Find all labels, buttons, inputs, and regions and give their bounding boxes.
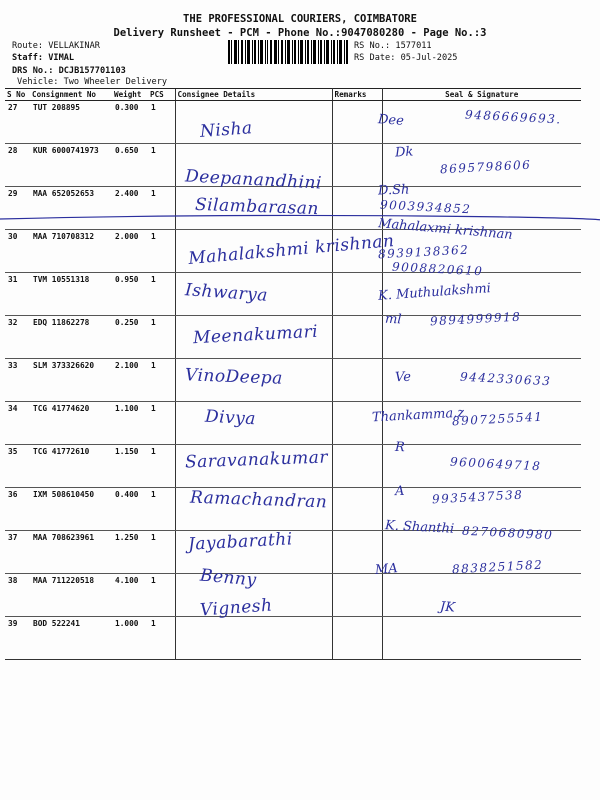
handwritten-signature: K. Shanthi	[384, 518, 455, 537]
route-label: Route: VELLAKINAR	[12, 41, 100, 51]
table-row	[5, 402, 581, 445]
drs-label: DRS No.: DCJB157701103	[12, 66, 126, 76]
row-pcs: 1	[148, 273, 175, 316]
row-pcs: 1	[148, 531, 175, 574]
row-remarks-cell	[332, 230, 382, 273]
handwritten-consignee-name: Benny	[199, 565, 258, 591]
handwritten-phone-number: 8939138362	[377, 242, 470, 262]
row-weight: 0.650	[112, 144, 148, 187]
header-remarks: Remarks	[332, 89, 382, 101]
table-row	[5, 617, 581, 660]
handwritten-phone-number: 9894999918	[429, 309, 522, 329]
row-weight: 2.000	[112, 230, 148, 273]
rs-no-label: RS No.: 1577011	[354, 41, 432, 51]
barcode-image	[228, 40, 348, 64]
row-pcs: 1	[148, 230, 175, 273]
row-seal-cell	[382, 101, 581, 144]
runsheet-table	[5, 88, 581, 660]
handwritten-signature: Dee	[377, 112, 405, 129]
row-consignment-no: SLM 373326620	[30, 359, 112, 402]
row-pcs: 1	[148, 316, 175, 359]
row-remarks-cell	[332, 316, 382, 359]
handwritten-signature: R	[394, 439, 406, 456]
row-sno: 30	[5, 230, 30, 273]
row-seal-cell	[382, 402, 581, 445]
handwritten-signature: MA	[374, 561, 399, 578]
header-weight: Weight	[112, 89, 148, 101]
handwritten-consignee-name: Deepanandhini	[184, 166, 323, 194]
row-sno: 32	[5, 316, 30, 359]
row-consignee-cell	[175, 445, 332, 488]
handwritten-signature: A	[394, 483, 405, 500]
row-remarks-cell	[332, 617, 382, 660]
row-weight: 0.400	[112, 488, 148, 531]
row-sno: 38	[5, 574, 30, 617]
row-pcs: 1	[148, 187, 175, 230]
table-row	[5, 488, 581, 531]
row-consignee-cell	[175, 402, 332, 445]
handwritten-consignee-name: Silambarasan	[194, 194, 320, 220]
row-seal-cell	[382, 617, 581, 660]
row-weight: 1.100	[112, 402, 148, 445]
row-consignee-cell	[175, 488, 332, 531]
row-sno: 37	[5, 531, 30, 574]
row-weight: 0.300	[112, 101, 148, 144]
row-sno: 39	[5, 617, 30, 660]
handwritten-consignee-name: Meenakumari	[192, 321, 319, 349]
handwritten-phone-number: 9600649718	[449, 454, 542, 474]
table-row	[5, 101, 581, 144]
handwritten-consignee-name: Ishwarya	[184, 280, 269, 306]
row-consignment-no: MAA 708623961	[30, 531, 112, 574]
row-remarks-cell	[332, 359, 382, 402]
row-seal-cell	[382, 574, 581, 617]
handwritten-phone-number: 8695798606	[439, 157, 532, 177]
table-header-row	[5, 89, 581, 101]
row-sno: 31	[5, 273, 30, 316]
row-consignee-cell	[175, 101, 332, 144]
table-row	[5, 531, 581, 574]
row-weight: 1.250	[112, 531, 148, 574]
handwritten-consignee-name: Ramachandran	[189, 487, 328, 513]
row-weight: 4.100	[112, 574, 148, 617]
handwritten-signature: JK	[439, 599, 456, 616]
handwritten-consignee-name: Saravanakumar	[184, 447, 329, 473]
row-weight: 2.100	[112, 359, 148, 402]
row-pcs: 1	[148, 402, 175, 445]
row-sno: 27	[5, 101, 30, 144]
handwritten-phone-number: 8270680980	[461, 523, 554, 543]
handwritten-phone-number: 9935437538	[431, 487, 524, 507]
runsheet-subtitle: Delivery Runsheet - PCM - Phone No.:9047080280 - Page No.:3	[113, 27, 487, 39]
row-consignee-cell	[175, 574, 332, 617]
row-seal-cell	[382, 445, 581, 488]
row-consignment-no: KUR 6000741973	[30, 144, 112, 187]
handwritten-phone-number: 9008820610	[391, 259, 484, 279]
header-sno: S No	[5, 89, 30, 101]
row-remarks-cell	[332, 187, 382, 230]
row-remarks-cell	[332, 144, 382, 187]
row-consignment-no: TUT 208895	[30, 101, 112, 144]
row-consignee-cell	[175, 531, 332, 574]
row-sno: 35	[5, 445, 30, 488]
vehicle-label: Vehicle: Two Wheeler Delivery	[17, 77, 168, 87]
table-row	[5, 273, 581, 316]
handwritten-phone-number: 9486669693.	[464, 107, 562, 127]
handwritten-signature: D.Sh	[377, 182, 410, 199]
staff-label: Staff: VIMAL	[12, 53, 75, 63]
table-row	[5, 445, 581, 488]
row-consignee-cell	[175, 230, 332, 273]
handwritten-phone-number: 9442330633	[459, 369, 552, 389]
row-seal-cell	[382, 488, 581, 531]
handwritten-consignee-name: Nisha	[199, 118, 254, 142]
row-remarks-cell	[332, 445, 382, 488]
row-consignment-no: IXM 508610450	[30, 488, 112, 531]
row-seal-cell	[382, 144, 581, 187]
row-consignment-no: MAA 710708312	[30, 230, 112, 273]
handwritten-signature: Dk	[394, 144, 414, 161]
handwritten-consignee-name: Vignesh	[199, 595, 274, 621]
row-weight: 1.150	[112, 445, 148, 488]
row-seal-cell	[382, 531, 581, 574]
row-pcs: 1	[148, 101, 175, 144]
row-consignment-no: MAA 711220518	[30, 574, 112, 617]
row-consignment-no: TVM 10551318	[30, 273, 112, 316]
row-pcs: 1	[148, 359, 175, 402]
row-remarks-cell	[332, 531, 382, 574]
row-consignee-cell	[175, 273, 332, 316]
row-consignment-no: TCG 41772610	[30, 445, 112, 488]
table-row	[5, 144, 581, 187]
row-seal-cell	[382, 230, 581, 273]
handwritten-signature: Ve	[394, 369, 412, 386]
row-consignee-cell	[175, 144, 332, 187]
row-weight: 0.250	[112, 316, 148, 359]
rs-date-label: RS Date: 05-Jul-2025	[354, 53, 458, 63]
row-pcs: 1	[148, 617, 175, 660]
row-consignment-no: MAA 652052653	[30, 187, 112, 230]
table-row	[5, 187, 581, 230]
row-seal-cell	[382, 273, 581, 316]
row-sno: 33	[5, 359, 30, 402]
row-seal-cell	[382, 359, 581, 402]
handwritten-signature: ml	[384, 311, 402, 328]
row-consignee-cell	[175, 187, 332, 230]
row-consignment-no: BOD 522241	[30, 617, 112, 660]
row-remarks-cell	[332, 402, 382, 445]
row-weight: 2.400	[112, 187, 148, 230]
row-pcs: 1	[148, 445, 175, 488]
row-remarks-cell	[332, 574, 382, 617]
row-pcs: 1	[148, 574, 175, 617]
table-row	[5, 316, 581, 359]
row-remarks-cell	[332, 488, 382, 531]
row-sno: 34	[5, 402, 30, 445]
table-row	[5, 230, 581, 273]
handwritten-signature: K. Muthulakshmi	[377, 281, 492, 304]
row-consignee-cell	[175, 316, 332, 359]
row-weight: 1.000	[112, 617, 148, 660]
row-sno: 29	[5, 187, 30, 230]
row-pcs: 1	[148, 144, 175, 187]
row-remarks-cell	[332, 273, 382, 316]
handwritten-signature: Mahalaxmi krishnan	[377, 216, 514, 243]
handwritten-phone-number: 8907255541	[451, 409, 544, 429]
handwritten-consignee-name: Mahalakshmi krishnan	[187, 231, 396, 269]
row-consignee-cell	[175, 617, 332, 660]
row-remarks-cell	[332, 101, 382, 144]
handwritten-consignee-name: VinoDeepa	[184, 365, 284, 389]
table-row	[5, 574, 581, 617]
row-weight: 0.950	[112, 273, 148, 316]
header-consignee: Consignee Details	[175, 89, 332, 101]
handwritten-phone-number: 9003934852	[379, 197, 472, 217]
row-consignment-no: TCG 41774620	[30, 402, 112, 445]
handwritten-consignee-name: Jayabarathi	[187, 529, 294, 555]
handwritten-signature: Thankamma.z	[371, 405, 465, 426]
table-row	[5, 359, 581, 402]
header-seal-signature: Seal & Signature	[382, 89, 581, 101]
row-sno: 36	[5, 488, 30, 531]
row-sno: 28	[5, 144, 30, 187]
header-consignment: Consignment No	[30, 89, 112, 101]
handwritten-phone-number: 8838251582	[451, 557, 544, 577]
row-seal-cell	[382, 316, 581, 359]
handwritten-consignee-name: Divya	[204, 406, 257, 430]
header-pcs: PCS	[148, 89, 175, 101]
row-pcs: 1	[148, 488, 175, 531]
row-consignee-cell	[175, 359, 332, 402]
row-consignment-no: EDQ 11862278	[30, 316, 112, 359]
company-title: THE PROFESSIONAL COURIERS, COIMBATORE	[183, 13, 417, 25]
